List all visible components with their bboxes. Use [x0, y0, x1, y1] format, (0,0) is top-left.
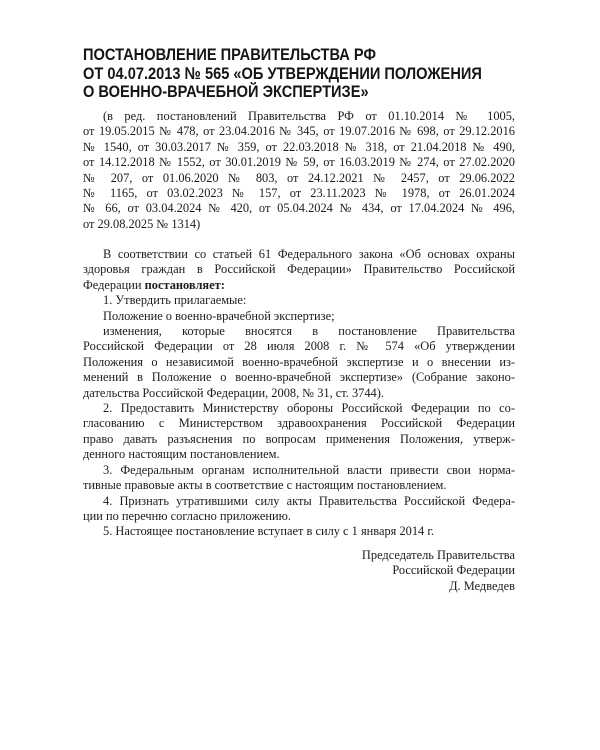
- amendments-line: № 66, от 03.04.2024 № 420, от 05.04.2024 № 434, от 17.04.2024 № 496,: [83, 201, 515, 216]
- item-3: [83, 463, 515, 494]
- signatory-name: Д. Медведев: [449, 578, 515, 593]
- amendments-line: (в ред. постановлений Правительства РФ от 01.10.2014 № 1005,: [103, 109, 515, 123]
- title-line: ПОСТАНОВЛЕНИЕ ПРАВИТЕЛЬСТВА РФ: [83, 45, 376, 64]
- item-line: 3. Федеральным органам исполнительной власти привести свои норма-: [103, 462, 515, 477]
- item-line: гласованию с Министерством здравоохранения Российской Федерации: [83, 416, 515, 431]
- item-line: 4. Признать утратившими силу акты Правительства Российской Федера-: [103, 493, 515, 508]
- signatory-organization: Российской Федерации: [392, 563, 515, 578]
- preamble-line: [83, 278, 515, 293]
- item-5: [83, 524, 515, 539]
- subitem-regulation: Положение о военно-врачебной экспертизе;: [103, 308, 335, 323]
- title-line: О ВОЕННО-ВРАЧЕБНОЙ ЭКСПЕРТИЗЕ»: [83, 82, 369, 101]
- amendments-line: от 19.05.2015 № 478, от 23.04.2016 № 345, от 19.07.2016 № 698, от 29.12.2016: [83, 124, 515, 139]
- item-line: ции по перечню согласно приложению.: [83, 508, 291, 523]
- subitem-line: изменения, которые вносятся в постановление Правительства: [103, 324, 515, 339]
- item-line: право давать разъяснения по вопросам применения Положения, утверж-: [83, 431, 515, 446]
- signatory-position: Председатель Правительства: [361, 548, 515, 562]
- preamble-paragraph: [83, 247, 515, 293]
- item-1: [83, 293, 515, 401]
- item-line: 5. Настоящее постановление вступает в силу с 1 января 2014 г.: [103, 524, 435, 539]
- item-line: тивные правовые акты в соответствие с настоящим постановлением.: [83, 478, 447, 493]
- amendments-note: [83, 109, 515, 232]
- amendments-line: № 1165, от 03.02.2023 № 157, от 23.11.2023 № 1978, от 26.01.2024: [83, 186, 515, 201]
- amendments-line: № 1540, от 30.03.2017 № 359, от 22.03.2018 № 318, от 21.04.2018 № 490,: [83, 139, 515, 154]
- subitem-line: Положения о независимой военно-врачебной экспертизе и о внесении из-: [83, 354, 515, 369]
- document-title: [83, 46, 553, 102]
- item-4: [83, 494, 515, 525]
- item-line: 1. Утвердить прилагаемые:: [103, 293, 247, 308]
- signature-block: [255, 548, 515, 594]
- title-line: ОТ 04.07.2013 № 565 «ОБ УТВЕРЖДЕНИИ ПОЛОЖЕНИЯ: [83, 63, 482, 83]
- amendments-line: № 207, от 01.06.2020 № 803, от 24.12.2021 № 2457, от 29.06.2022: [83, 170, 515, 185]
- subitem-line: менений в Положение о военно-врачебной экспертизе» (Собрание законо-: [83, 370, 515, 385]
- preamble-line-text: Федерации: [83, 277, 142, 292]
- amendments-line: от 29.08.2025 № 1314): [83, 216, 201, 231]
- subitem-amendments: [83, 324, 515, 401]
- preamble-line: здоровья граждан в Российской Федерации» Правительство Российской: [83, 262, 515, 277]
- subitem-line: Российской Федерации от 28 июля 2008 г. № 574 «Об утверждении: [83, 339, 515, 354]
- preamble-line: В соответствии со статьей 61 Федерального закона «Об основах охраны: [103, 247, 515, 261]
- amendments-line: от 14.12.2018 № 1552, от 30.01.2019 № 59, от 16.03.2019 № 274, от 27.02.2020: [83, 155, 515, 170]
- subitem-line: дательства Российской Федерации, 2008, № 31, ст. 3744).: [83, 385, 384, 400]
- document-body: [83, 247, 515, 540]
- decree-keyword: постановляет:: [144, 277, 225, 292]
- item-2: [83, 401, 515, 463]
- item-line: денного настоящим постановлением.: [83, 447, 280, 462]
- item-line: 2. Предоставить Министерству обороны Российской Федерации по со-: [103, 401, 515, 416]
